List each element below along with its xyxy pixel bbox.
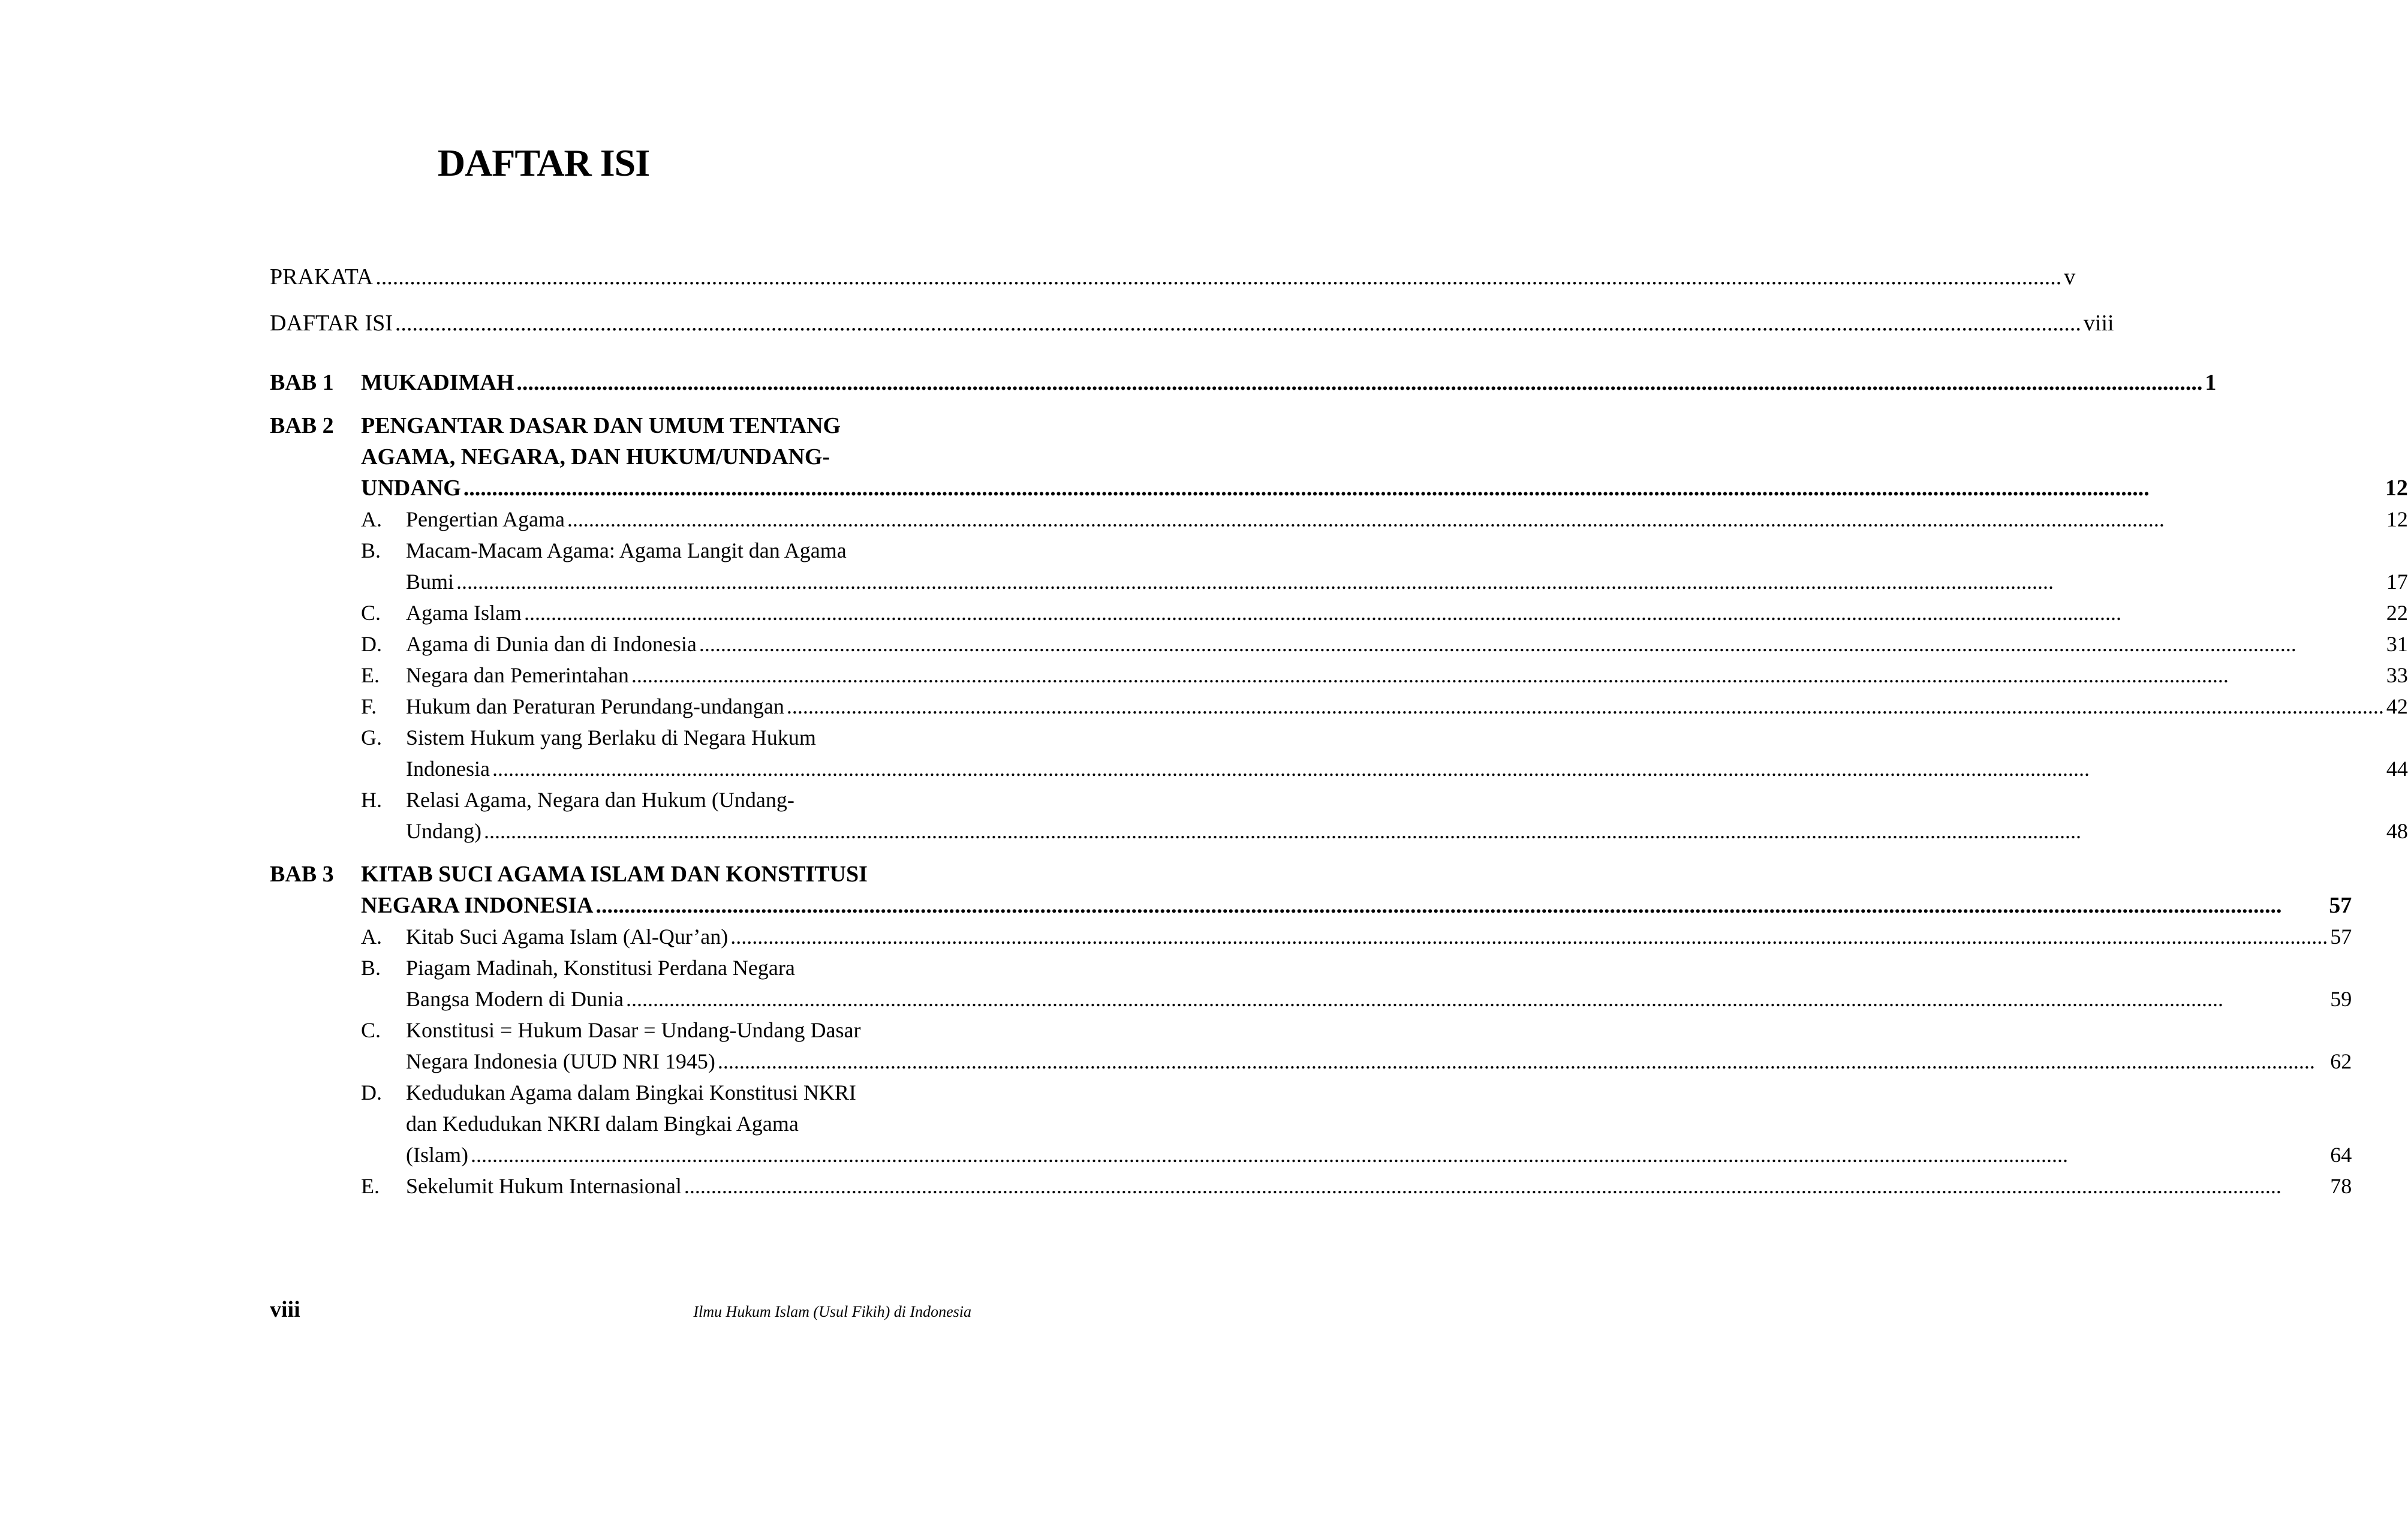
- section-body: [406, 691, 2408, 722]
- dot-leader: [684, 1170, 2328, 1202]
- page-title: DAFTAR ISI: [437, 142, 650, 184]
- section-body: [406, 722, 2408, 784]
- toc-entry-title: Negara Indonesia (UUD NRI 1945): [406, 1049, 715, 1073]
- section-body: [406, 1077, 2352, 1170]
- chapter-label: BAB 3: [270, 862, 334, 887]
- section-title-line: [406, 504, 2408, 535]
- section-letter: D.: [361, 1080, 382, 1104]
- chapter-title-line: KITAB SUCI AGAMA ISLAM DAN KONSTITUSI: [361, 862, 868, 887]
- section-body: [406, 921, 2352, 952]
- dot-leader: [375, 264, 2061, 290]
- toc-entry-page: 59: [2330, 987, 2352, 1011]
- section-body: [406, 660, 2408, 691]
- dot-leader: [699, 628, 2384, 660]
- page-number: viii: [270, 1297, 300, 1322]
- section-letter: B.: [361, 538, 381, 562]
- section-title-line: Kedudukan Agama dalam Bingkai Konstitusi NKRI: [406, 1080, 856, 1104]
- section-entry: [361, 535, 2408, 597]
- section-entry: [361, 952, 2352, 1015]
- section-body: [406, 952, 2352, 1015]
- toc-entry-title: DAFTAR ISI: [270, 311, 393, 336]
- section-letter: C.: [361, 601, 381, 625]
- dot-leader: [516, 367, 2202, 398]
- section-letter: G.: [361, 726, 382, 750]
- section-title-line: [406, 983, 2352, 1015]
- dot-leader: [631, 660, 2384, 691]
- section-entry: [361, 628, 2408, 660]
- section-entry: [361, 660, 2408, 691]
- dot-leader: [463, 472, 2383, 504]
- toc-entry-title: Hukum dan Peraturan Perundang-undangan: [406, 694, 784, 718]
- section-entry: [361, 1077, 2352, 1170]
- toc-entry-title: Kitab Suci Agama Islam (Al-Qur’an): [406, 925, 729, 949]
- toc-entry-title: Bumi: [406, 570, 454, 594]
- chapter-entry: [270, 410, 2408, 847]
- toc-entry-title: Bangsa Modern di Dunia: [406, 987, 624, 1011]
- dot-leader: [595, 890, 2326, 921]
- toc-entry-page: 62: [2330, 1049, 2352, 1073]
- chapter-title-line: PENGANTAR DASAR DAN UMUM TENTANG: [361, 413, 841, 438]
- toc-entry-daftar-isi: [270, 310, 2114, 356]
- chapter-title-line: [361, 890, 2352, 921]
- section-letter: E.: [361, 1174, 380, 1198]
- section-title-line: [406, 921, 2352, 952]
- section-entry: [361, 1170, 2352, 1202]
- toc-entry-title: UNDANG: [361, 475, 461, 501]
- toc-entry-title: Undang): [406, 819, 481, 843]
- toc-entry-title: Pengertian Agama: [406, 507, 565, 531]
- section-entry: [361, 784, 2408, 847]
- section-entry: [361, 921, 2352, 952]
- section-entry: [361, 504, 2408, 535]
- toc-entry-page: 33: [2386, 663, 2408, 687]
- section-title-line: [406, 597, 2408, 628]
- running-title: Ilmu Hukum Islam (Usul Fikih) di Indonesia: [693, 1303, 971, 1320]
- section-letter: A.: [361, 507, 382, 531]
- section-entry: [361, 722, 2408, 784]
- chapter-title-line: AGAMA, NEGARA, DAN HUKUM/UNDANG-: [361, 444, 830, 469]
- section-letter: H.: [361, 788, 382, 812]
- dot-leader: [456, 566, 2384, 597]
- section-body: [406, 1015, 2352, 1077]
- toc-entry-page: 64: [2330, 1143, 2352, 1167]
- toc-entry-title: Agama Islam: [406, 601, 522, 625]
- toc-entry-title: Indonesia: [406, 757, 490, 781]
- section-entry: [361, 691, 2408, 722]
- dot-leader: [524, 597, 2384, 628]
- section-letter: A.: [361, 925, 382, 949]
- section-title-line: Macam-Macam Agama: Agama Langit dan Agama: [406, 538, 847, 562]
- section-letter: D.: [361, 632, 382, 656]
- section-body: [406, 535, 2408, 597]
- section-body: [406, 1170, 2352, 1202]
- chapter-body: [361, 859, 2352, 1202]
- section-entry: [361, 597, 2408, 628]
- chapter-list: [270, 367, 2408, 1202]
- dot-leader: [395, 310, 2081, 336]
- toc-entry-page: 44: [2386, 757, 2408, 781]
- toc-entry-title: Agama di Dunia dan di Indonesia: [406, 632, 697, 656]
- chapter-body: [361, 367, 2216, 398]
- section-body: [406, 784, 2408, 847]
- dot-leader: [730, 921, 2328, 952]
- toc-entry-page: 48: [2386, 819, 2408, 843]
- chapter-entry: [270, 367, 2217, 398]
- toc-entry-title: Negara dan Pemerintahan: [406, 663, 629, 687]
- toc-entry-title: MUKADIMAH: [361, 370, 514, 395]
- dot-leader: [626, 983, 2328, 1015]
- section-letter: C.: [361, 1018, 381, 1042]
- table-of-contents: [270, 264, 2408, 1202]
- toc-entry-page: 57: [2329, 893, 2352, 918]
- section-title-line: dan Kedudukan NKRI dalam Bingkai Agama: [406, 1112, 799, 1136]
- dot-leader: [567, 504, 2384, 535]
- section-title-line: Konstitusi = Hukum Dasar = Undang-Undang Dasar: [406, 1018, 861, 1042]
- section-title-line: [406, 628, 2408, 660]
- section-body: [406, 504, 2408, 535]
- dot-leader: [492, 753, 2384, 784]
- chapter-title-line: [361, 367, 2216, 398]
- section-entry: [361, 1015, 2352, 1077]
- section-title-line: [406, 566, 2408, 597]
- section-title-line: [406, 1046, 2352, 1077]
- section-title-line: [406, 815, 2408, 847]
- toc-entry-page: 78: [2330, 1174, 2352, 1198]
- section-letter: E.: [361, 663, 380, 687]
- chapter-body: [361, 410, 2408, 847]
- toc-entry-title: (Islam): [406, 1143, 468, 1167]
- section-title-line: Sistem Hukum yang Berlaku di Negara Hukum: [406, 726, 816, 750]
- toc-entry-page: 1: [2205, 370, 2217, 395]
- toc-entry-page: 22: [2386, 601, 2408, 625]
- toc-entry-page: viii: [2083, 311, 2114, 336]
- toc-entry-title: NEGARA INDONESIA: [361, 893, 594, 918]
- section-title-line: Relasi Agama, Negara dan Hukum (Undang-: [406, 788, 794, 812]
- section-title-line: [406, 753, 2408, 784]
- chapter-entry: [270, 859, 2352, 1202]
- dot-leader: [787, 691, 2384, 722]
- toc-entry-page: 57: [2330, 925, 2352, 949]
- toc-entry-page: v: [2064, 264, 2076, 290]
- toc-entry-title: Sekelumit Hukum Internasional: [406, 1174, 682, 1198]
- toc-entry-page: 17: [2386, 570, 2408, 594]
- toc-entry-title: PRAKATA: [270, 264, 374, 290]
- toc-entry-page: 12: [2385, 475, 2408, 501]
- chapter-label: BAB 2: [270, 413, 334, 438]
- dot-leader: [484, 815, 2384, 847]
- toc-entry-prakata: [270, 264, 2076, 310]
- section-body: [406, 628, 2408, 660]
- page-footer: [270, 1296, 971, 1323]
- section-letter: F.: [361, 694, 377, 718]
- section-title-line: Piagam Madinah, Konstitusi Perdana Negara: [406, 956, 795, 980]
- chapter-title-line: [361, 472, 2408, 504]
- toc-entry-page: 42: [2386, 694, 2408, 718]
- toc-entry-page: 12: [2386, 507, 2408, 531]
- section-body: [406, 597, 2408, 628]
- chapter-label: BAB 1: [270, 370, 334, 395]
- section-title-line: [406, 1170, 2352, 1202]
- dot-leader: [471, 1139, 2328, 1170]
- section-title-line: [406, 691, 2408, 722]
- toc-entry-page: 31: [2386, 632, 2408, 656]
- section-title-line: [406, 660, 2408, 691]
- dot-leader: [718, 1046, 2328, 1077]
- section-letter: B.: [361, 956, 381, 980]
- section-title-line: [406, 1139, 2352, 1170]
